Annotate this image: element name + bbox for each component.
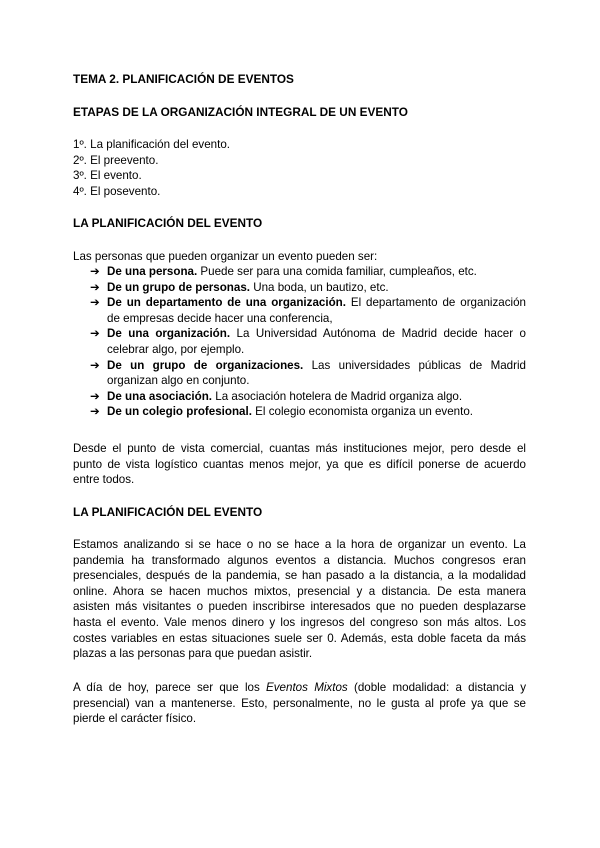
- list-item: 1º. La planificación del evento.: [73, 138, 230, 151]
- arrow-icon: ➔: [90, 327, 100, 341]
- list-item: ➔ De una organización. La Universidad Autónoma de Madrid decide hacer o celebrar algo, por ejemplo.: [90, 327, 526, 356]
- list-item: ➔ De una asociación. La asociación hotelera de Madrid organiza algo.: [90, 389, 463, 403]
- arrow-icon: ➔: [90, 265, 100, 278]
- list-item: 2º. El preevento.: [73, 153, 159, 167]
- list-item: ➔ De un departamento de una organización. El departamento de organización de empresas decide hacer una conferencia,: [90, 296, 526, 325]
- arrow-icon: ➔: [90, 405, 100, 419]
- list-item: ➔ De un grupo de organizaciones. Las universidades públicas de Madrid organizan algo en conjunto.: [90, 358, 527, 388]
- analysis-paragraph: Estamos analizando si se hace o no se hace a la hora de organizar un evento. La pandemia ha transformado algunos eventos a distancia. Muchos congresos eran presenciales, después de la pandemia, se han pasado a la distancia, a la modalidad online. Ahora se hacen muchos mixtos, presencial y a distancia. De esta manera asisten más visitantes o pueden inscribirse interesados que no pueden desplazarse hasta el evento. Vale menos dinero y los ingresos del congreso son más altos. Los costes variables en estas situaciones suele ser 0. Además, esta doble faceta da más plazas a las personas para que puedan asistir.: [73, 538, 526, 661]
- mixed-events-paragraph: A día de hoy, parece ser que los Eventos Mixtos (doble modalidad: a distancia y presencial) van a mantenerse. Esto, personalmente, no le gusta al profe ya que se pierde el carácter físico.: [73, 681, 526, 726]
- section-heading-planning: LA PLANIFICACIÓN DEL EVENTO: [73, 216, 263, 230]
- list-item: ➔ De un grupo de personas. Una boda, un bautizo, etc.: [90, 280, 389, 294]
- arrow-icon: ➔: [90, 389, 100, 403]
- stages-list: [73, 137, 230, 199]
- section-subtitle: ETAPAS DE LA ORGANIZACIÓN INTEGRAL DE UN EVENTO: [73, 105, 408, 119]
- organizers-intro: Las personas que pueden organizar un evento pueden ser:: [73, 250, 378, 263]
- list-item: 3º. El evento.: [73, 169, 142, 183]
- document-title: TEMA 2. PLANIFICACIÓN DE EVENTOS: [73, 72, 294, 86]
- closing-paragraph: Desde el punto de vista comercial, cuantas más instituciones mejor, pero desde el punto de vista logístico cuantas menos mejor, ya que es difícil ponerse de acuerdo entre todos.: [73, 442, 526, 487]
- section-heading-planning-2: LA PLANIFICACIÓN DEL EVENTO: [73, 505, 263, 519]
- arrow-icon: ➔: [90, 358, 100, 372]
- organizers-list: [90, 264, 526, 420]
- list-item: ➔ De una persona. Puede ser para una comida familiar, cumpleaños, etc.: [90, 265, 477, 278]
- list-item: ➔ De un colegio profesional. El colegio economista organiza un evento.: [90, 405, 474, 419]
- list-item: 4º. El posevento.: [73, 184, 161, 198]
- arrow-icon: ➔: [90, 280, 100, 294]
- arrow-icon: ➔: [90, 296, 100, 310]
